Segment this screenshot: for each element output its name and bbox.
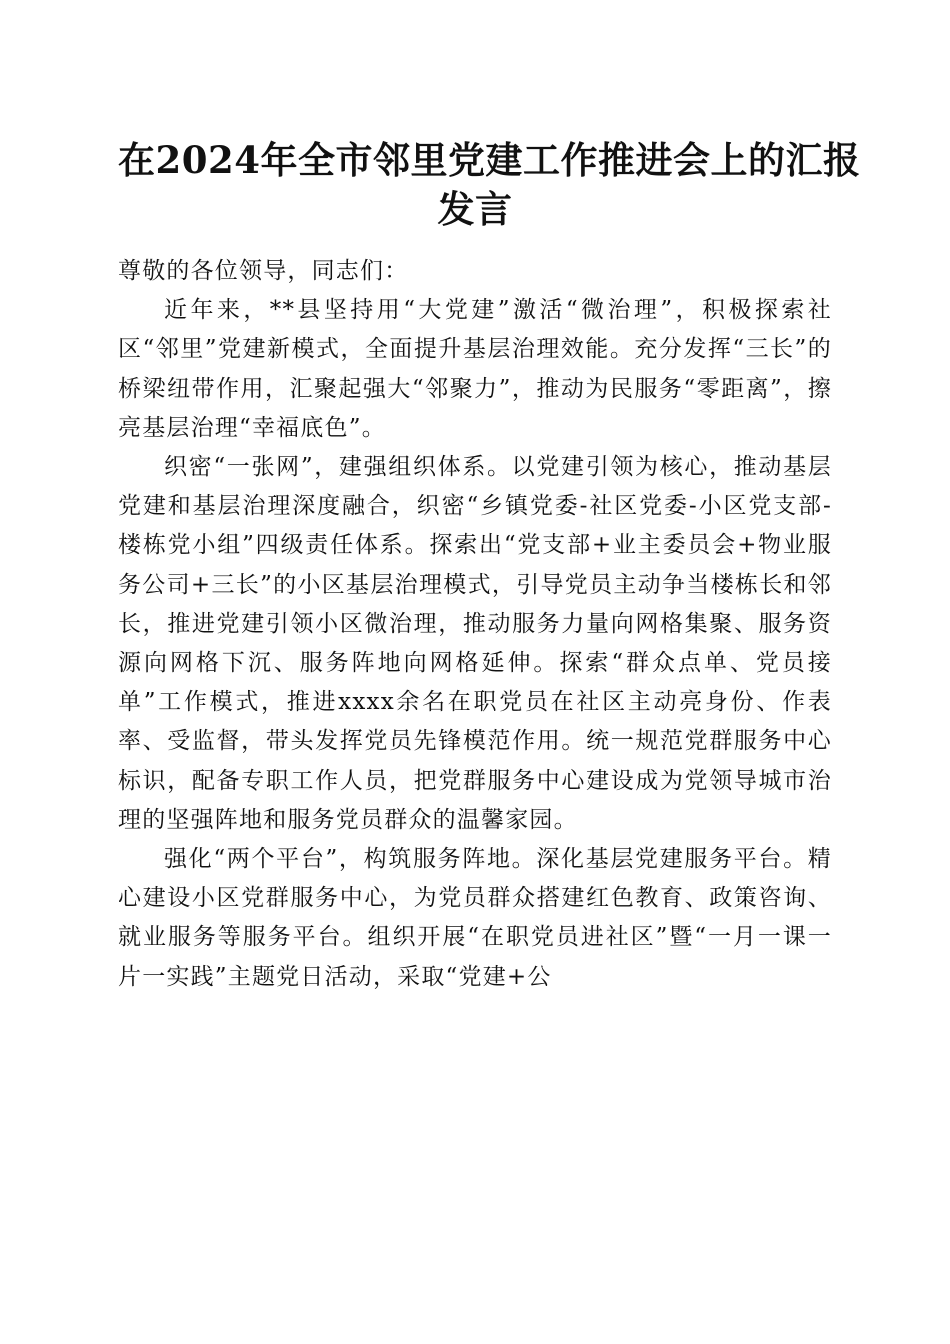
paragraph-service-platforms: 强化“两个平台”，构筑服务阵地。深化基层党建服务平台。精心建设小区党群服务中心，为党员群众搭建红色教育、政策咨询、就业服务等服务平台。组织开展“在职党员进社区”暨“一月一课一片一实践”主题党日活动，采取“党建+公 (118, 846, 832, 990)
paragraph-organization-network: 织密“一张网”，建强组织体系。以党建引领为核心，推动基层党建和基层治理深度融合，织密“乡镇党委-社区党委-小区党支部-楼栋党小组”四级责任体系。探索出“党支部+业主委员会+物业服务公司+三长”的小区基层治理模式，引导党员主动争当楼栋长和邻长，推进党建引领小区微治理，推动服务力量向网格集聚、服务资源向网格下沉、服务阵地向网格延伸。探索“群众点单、党员接单”工作模式，推进xxxx余名在职党员在社区主动亮身份、作表率、受监督，带头发挥党员先锋模范作用。统一规范党群服务中心标识，配备专职工作人员，把党群服务中心建设成为党领导城市治理的坚强阵地和服务党员群众的温馨家园。 (118, 454, 832, 833)
title-line-2: 发言 (437, 187, 513, 231)
paragraph-intro: 近年来，**县坚持用“大党建”激活“微治理”，积极探索社区“邻里”党建新模式，全面提升基层治理效能。充分发挥“三长”的桥梁纽带作用，汇聚起强大“邻聚力”，推动为民服务“零距离”，擦亮基层治理“幸福底色”。 (118, 297, 832, 441)
document-title (118, 136, 861, 234)
title-line-1: 在2024年全市邻里党建工作推进会上的汇报 (118, 138, 861, 182)
salutation: 尊敬的各位领导，同志们： (118, 258, 409, 284)
document-body (118, 252, 832, 997)
